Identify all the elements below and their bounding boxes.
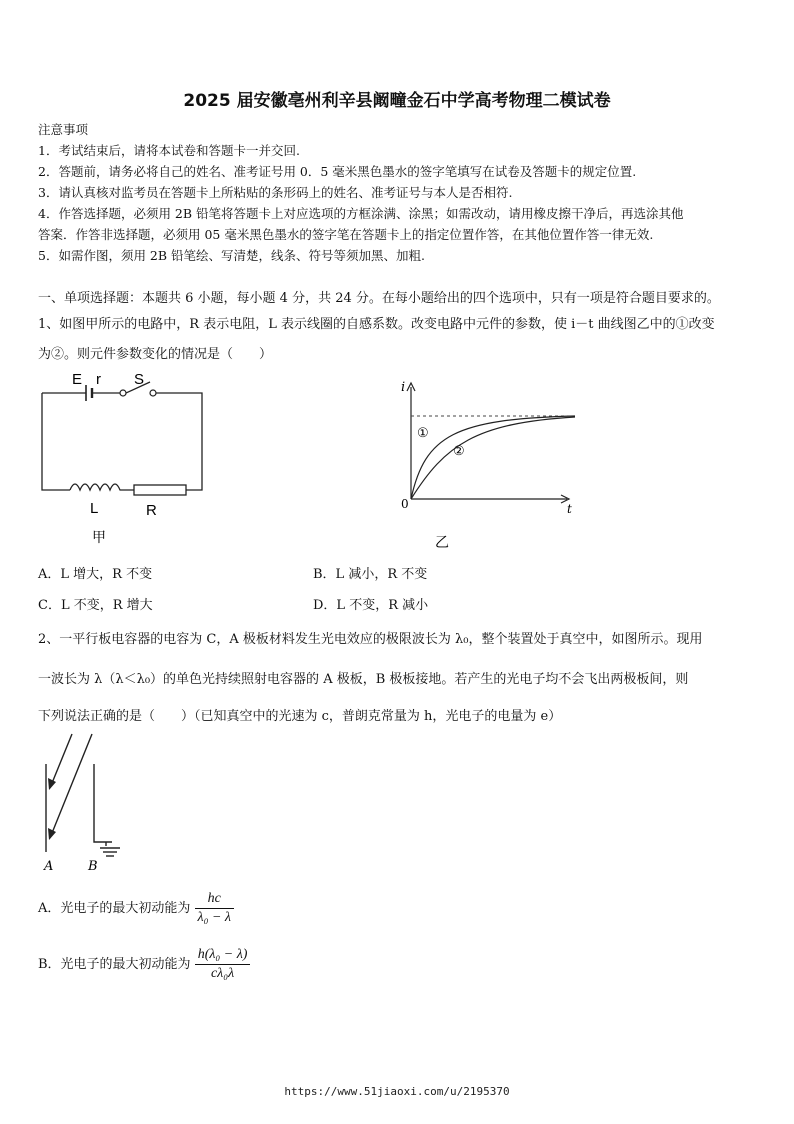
q1-option-d[interactable]: D．L 不变，R 减小 [313, 598, 429, 613]
q1-option-b[interactable]: B．L 减小，R 不变 [313, 567, 428, 582]
notice-item-3: 3．请认真核对监考员在答题卡上所粘贴的条形码上的姓名、准考证号与本人是否相符. [38, 185, 513, 200]
fraction-numerator: h(λ₀ − λ) [195, 946, 251, 965]
label-R: R [146, 502, 157, 519]
q2-option-a-fraction [195, 890, 234, 927]
q1-option-c[interactable]: C．L 不变，R 增大 [38, 598, 153, 613]
plate-b [94, 764, 112, 842]
label-L: L [90, 500, 99, 517]
label-origin: 0 [401, 497, 409, 511]
label-plate-b: B [88, 859, 98, 874]
fraction-denominator: λ₀ − λ [197, 910, 231, 925]
label-plate-a: A [44, 859, 54, 874]
section-heading: 一、单项选择题：本题共 6 小题，每小题 4 分，共 24 分。在每小题给出的四个选项中，只有一项是符合题目要求的。 [38, 291, 720, 306]
capacitor-diagram [36, 732, 136, 874]
q2-stem-line3: 下列说法正确的是（ ）（已知真空中的光速为 c，普朗克常量为 h，光电子的电量为 e） [38, 709, 562, 724]
light-ray-2 [50, 734, 92, 838]
switch-contact-right [150, 390, 156, 396]
caption-jia: 甲 [92, 530, 106, 546]
it-graph [395, 375, 585, 555]
notice-item-2: 2．答题前，请务必将自己的姓名、准考证号用 0．5 毫米黑色墨水的签字笔填写在试卷及答题卡的规定位置. [38, 164, 637, 179]
notice-item-4: 4．作答选择题，必须用 2B 铅笔将答题卡上对应选项的方框涂满、涂黑；如需改动，请用橡皮擦干净后，再选涂其他 [38, 206, 684, 221]
q2-stem-line1: 2、一平行板电容器的电容为 C，A 极板材料发生光电效应的极限波长为 λ₀，整个装置处于真空中，如图所示。现用 [38, 632, 703, 647]
q2-option-a-text: A．光电子的最大初动能为 [38, 901, 191, 916]
label-S: S [134, 371, 145, 388]
footer-url[interactable]: https://www.51jiaoxi.com/u/2195370 [284, 1085, 510, 1098]
q2-stem-line2: 一波长为 λ（λ＜λ₀）的单色光持续照射电容器的 A 极板，B 极板接地。若产生的光电子均不会飞出两极板间，则 [38, 672, 689, 687]
label-t: t [567, 502, 572, 516]
q2-option-b-text: B．光电子的最大初动能为 [38, 957, 191, 972]
fraction-denominator: cλ₀λ [210, 966, 235, 981]
caption-yi: 乙 [435, 535, 449, 551]
ray-1-arrowhead [48, 778, 56, 790]
q1-option-a[interactable]: A．L 增大，R 不变 [38, 567, 153, 582]
q1-stem-line2: 为②。则元件参数变化的情况是（ ） [38, 347, 273, 362]
switch-contact-left [120, 390, 126, 396]
label-curve-2: ② [453, 444, 465, 459]
label-E: E [72, 371, 83, 388]
label-r: r [96, 371, 101, 388]
notice-item-5: 5．如需作图，须用 2B 铅笔绘、写清楚，线条、符号等须加黑、加粗. [38, 248, 426, 263]
notice-heading: 注意事项 [38, 122, 89, 137]
q1-stem-line1: 1、如图甲所示的电路中，R 表示电阻，L 表示线圈的自感系数。改变电路中元件的参数，使 i－t 曲线图乙中的①改变 [38, 317, 715, 332]
light-ray-1 [50, 734, 72, 788]
q2-option-b[interactable] [38, 946, 250, 983]
page-title: 2025 届安徽亳州利辛县阚疃金石中学高考物理二模试卷 [183, 91, 611, 111]
circuit-diagram [30, 366, 230, 556]
label-i: i [401, 380, 406, 395]
notice-item-4-cont: 答案．作答非选择题，必须用 05 毫米黑色墨水的签字笔在答题卡上的指定位置作答，在其他位置作答一律无效. [38, 227, 654, 242]
curve-1 [411, 416, 575, 499]
ray-2-arrowhead [48, 828, 56, 840]
label-curve-1: ① [417, 426, 429, 441]
q2-option-a[interactable] [38, 890, 234, 927]
notice-item-1: 1．考试结束后，请将本试卷和答题卡一并交回. [38, 143, 300, 158]
q2-option-b-fraction [195, 946, 251, 983]
curve-2 [411, 417, 575, 499]
fraction-numerator: hc [195, 890, 234, 909]
